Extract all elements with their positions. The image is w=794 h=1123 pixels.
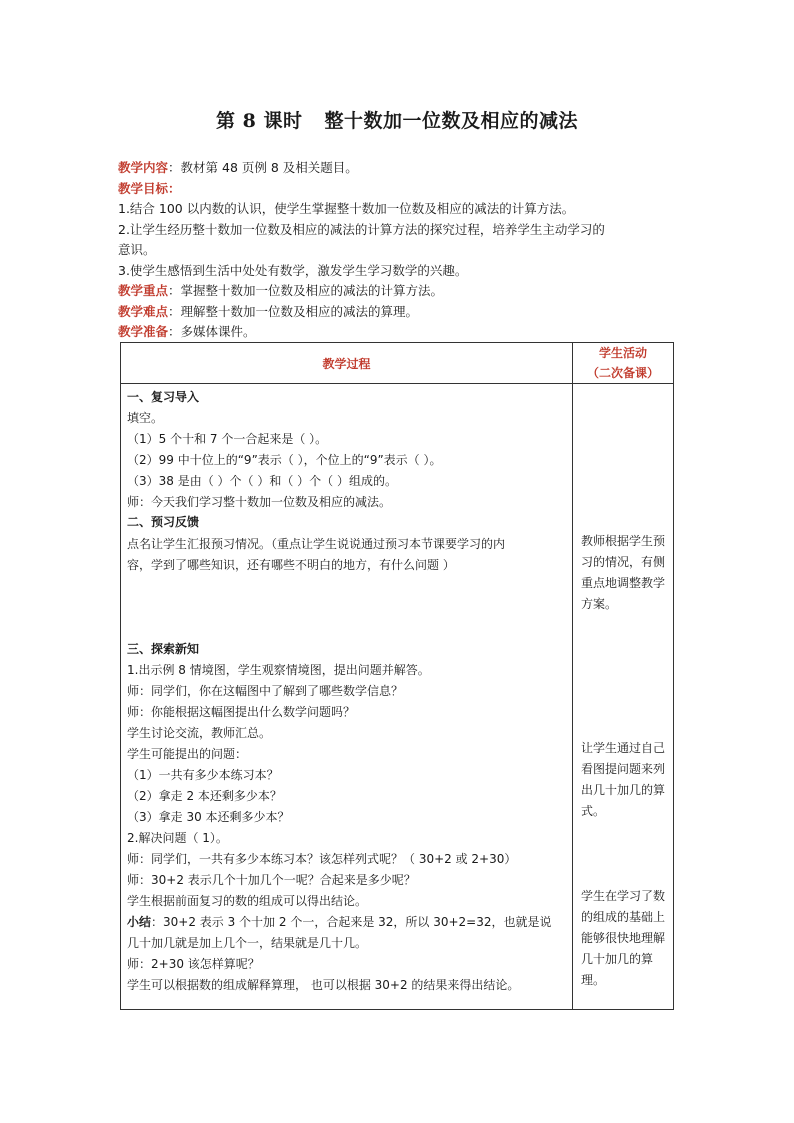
key-point-label: 教学重点 <box>118 283 169 298</box>
process-line: 学生可以根据数的组成解释算理， 也可以根据 30+2 的结果来得出结论。 <box>127 978 520 992</box>
process-cell <box>121 384 573 1010</box>
process-line: 师：2+30 该怎样算呢？ <box>127 957 260 971</box>
process-line: （2）拿走 2 本还剩多少本？ <box>127 789 282 803</box>
header-teaching-process: 教学过程 <box>121 343 573 384</box>
content-text: ：教材第 48 页例 8 及相关题目。 <box>168 160 358 175</box>
difficulty-line <box>118 302 678 323</box>
student-activity-cell <box>573 384 674 1010</box>
process-line: （3）拿走 30 本还剩多少本？ <box>127 810 290 824</box>
key-point-line <box>118 281 678 302</box>
content-line <box>118 158 678 179</box>
goal-1: 1.结合 100 以内数的认识，使学生掌握整十数加一位数及相应的减法的计算方法。 <box>118 201 575 216</box>
key-point-text: ：掌握整十数加一位数及相应的减法的计算方法。 <box>168 283 444 298</box>
lesson-process-table <box>120 342 674 1010</box>
process-line: 2.解决问题（ 1）。 <box>127 831 228 845</box>
difficulty-label: 教学难点 <box>118 303 169 319</box>
difficulty-text: ：理解整十数加一位数及相应的减法的算理。 <box>168 303 419 319</box>
section-explore: 三、探索新知 <box>127 642 200 656</box>
process-line: 师：你能根据这幅图提出什么数学问题吗？ <box>127 705 356 719</box>
prep-label: 教学准备 <box>118 324 169 339</box>
process-line: （1）5 个十和 7 个一合起来是（ ）。 <box>127 432 328 446</box>
side-note: 教师根据学生预习的情况，有侧重点地调整教学方案。 <box>581 534 666 611</box>
process-line: （1）一共有多少本练习本？ <box>127 768 279 782</box>
goals-line: 教学目标： <box>118 180 181 196</box>
side-note: 学生在学习了数的组成的基础上能够很快地理解几十加几的算理。 <box>581 889 666 987</box>
prep-line <box>118 322 678 343</box>
process-line: 学生可能提出的问题： <box>127 747 248 761</box>
summary-line: 小结：30+2 表示 3 个十加 2 个一，合起来是 32，所以 30+2=32，也就是说 <box>127 915 552 929</box>
process-line: 1.出示例 8 情境图，学生观察情境图，提出问题并解答。 <box>127 663 430 677</box>
lesson-number: 第 8 课时 <box>216 110 303 132</box>
page-title <box>0 106 794 133</box>
process-line: （3）38 是由（ ）个（ ）和（ ）个（ ）组成的。 <box>127 474 397 488</box>
process-line: 师：30+2 表示几个十加几个一呢？合起来是多少呢？ <box>127 873 416 887</box>
process-line: 几十加几就是加上几个一，结果就是几十几。 <box>127 936 368 950</box>
process-line: 学生讨论交流，教师汇总。 <box>127 726 272 740</box>
side-note: 让学生通过自己看图提问题来列出几十加几的算式。 <box>581 741 666 818</box>
process-line: 师：同学们，一共有多少本练习本？该怎样列式呢？（ 30+2 或 2+30） <box>127 852 517 866</box>
goal-2a: 2.让学生经历整十数加一位数及相应的减法的计算方法的探究过程，培养学生主动学习的 <box>118 221 605 237</box>
prep-text: ：多媒体课件。 <box>168 324 256 339</box>
content-label: 教学内容 <box>118 160 169 175</box>
summary-label: 小结 <box>127 915 152 929</box>
lesson-meta <box>118 158 678 343</box>
process-line: 师：同学们，你在这幅图中了解到了哪些数学信息？ <box>127 684 404 698</box>
header-student-activity: 学生活动 （二次备课） <box>573 343 674 384</box>
process-line: （2）99 中十位上的“9”表示（ ），个位上的“9”表示（ ）。 <box>127 453 442 467</box>
section-preview: 二、预习反馈 <box>127 515 200 529</box>
process-line: 学生根据前面复习的数的组成可以得出结论。 <box>127 894 368 908</box>
lesson-topic: 整十数加一位数及相应的减法 <box>324 110 578 132</box>
goal-3: 3.使学生感悟到生活中处处有数学，激发学生学习数学的兴趣。 <box>118 262 468 278</box>
goals-label: 教学目标 <box>118 180 169 196</box>
process-line: 点名让学生汇报预习情况。（重点让学生说说通过预习本节课要学习的内 <box>127 537 506 551</box>
section-review: 一、复习导入 <box>127 390 200 404</box>
process-line: 填空。 <box>127 411 164 425</box>
process-line: 容，学到了哪些知识，还有哪些不明白的地方，有什么问题 ） <box>127 558 455 572</box>
process-line: 师：今天我们学习整十数加一位数及相应的减法。 <box>127 495 392 509</box>
goal-2b: 意识。 <box>118 242 156 257</box>
